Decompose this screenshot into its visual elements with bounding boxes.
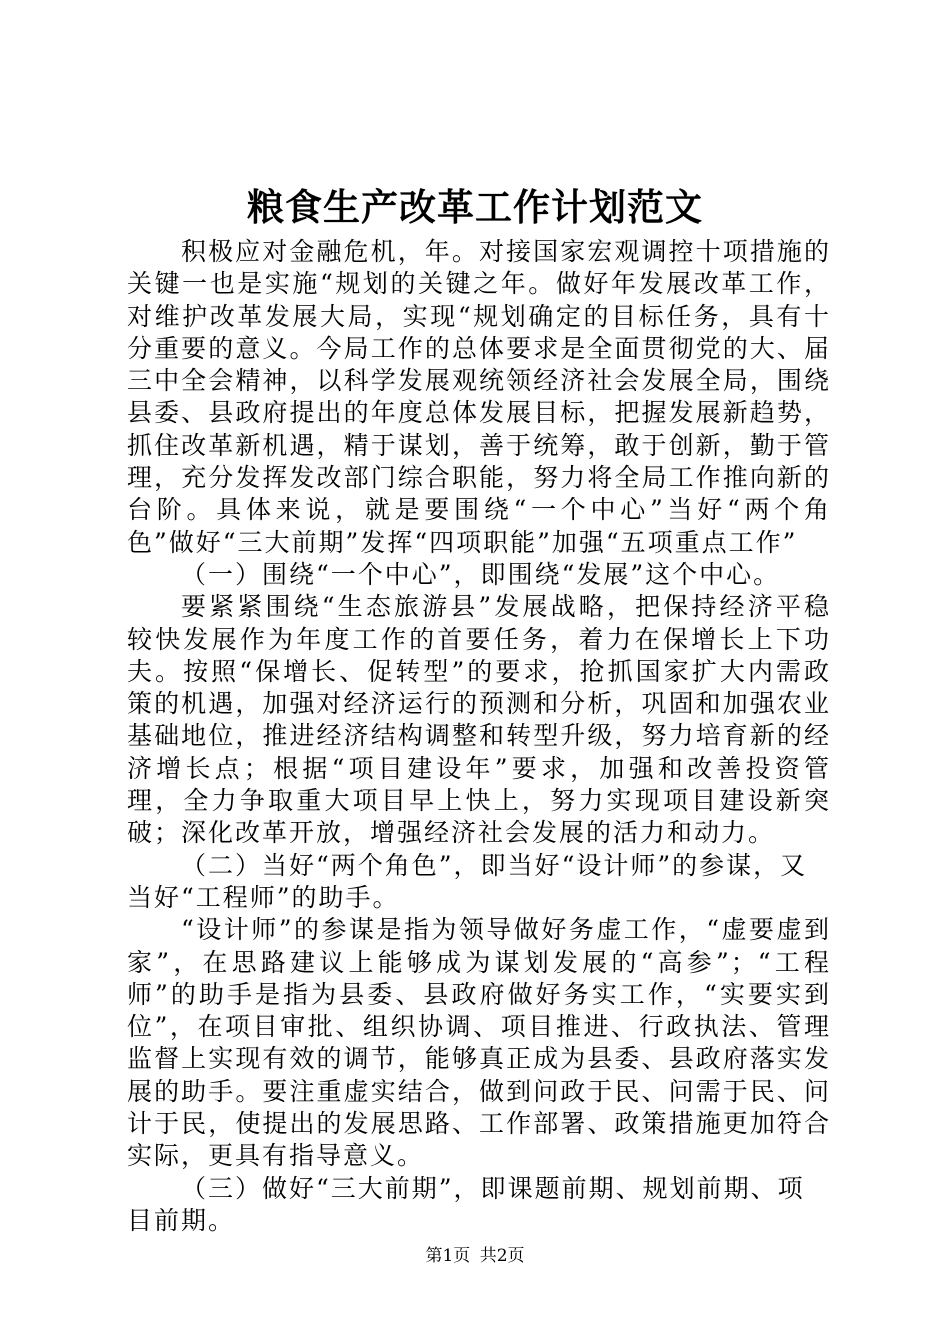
page-total: 共2页	[479, 1246, 525, 1266]
document-title: 粮食生产改革工作计划范文	[247, 185, 703, 229]
document-body	[127, 236, 831, 1237]
page-footer	[0, 1244, 950, 1268]
section-heading-1: （一）围绕“一个中心”，即围绕“发展”这个中心。	[181, 559, 781, 589]
paragraph-intro: 积极应对金融危机，年。对接国家宏观调控十项措施的关键一也是实施“规划的关键之年。做好年发展改革工作，对维护改革发展大局，实现“规划确定的目标任务，具有十分重要的意义。今局工作的总体要求是全面贯彻党的大、届三中全会精神，以科学发展观统领经济社会发展全局，围绕县委、县政府提出的年度总体发展目标，把握发展新趋势，抓住改革新机遇，精于谋划，善于统筹，敢于创新，勤于管理，充分发挥发改部门综合职能，努力将全局工作推向新的台阶。具体来说，就是要围绕“一个中心”当好“两个角色”做好“三大前期”发挥“四项职能”加强“五项重点工作”	[127, 237, 831, 557]
page-number: 第1页	[425, 1246, 471, 1266]
paragraph-section-2: “设计师”的参谋是指为领导做好务虚工作，“虚要虚到家”，在思路建议上能够成为谋划发展的“高参”；“工程师”的助手是指为县委、县政府做好务实工作，“实要实到位”，在项目审批、组织协调、项目推进、行政执法、管理监督上实现有效的调节，能够真正成为县委、县政府落实发展的助手。要注重虚实结合，做到问政于民、问需于民、问计于民，使提出的发展思路、工作部署、政策措施更加符合实际，更具有指导意义。	[127, 915, 831, 1171]
paragraph-section-1: 要紧紧围绕“生态旅游县”发展战略，把保持经济平稳较快发展作为年度工作的首要任务，着力在保增长上下功夫。按照“保增长、促转型”的要求，抢抓国家扩大内需政策的机遇，加强对经济运行的预测和分析，巩固和加强农业基础地位，推进经济结构调整和转型升级，努力培育新的经济增长点；根据“项目建设年”要求，加强和改善投资管理，全力争取重大项目早上快上，努力实现项目建设新突破；深化改革开放，增强经济社会发展的活力和动力。	[127, 592, 831, 848]
section-heading-2: （二）当好“两个角色”，即当好“设计师”的参谋，又当好“工程师”的助手。	[127, 850, 808, 912]
section-heading-3: （三）做好“三大前期”，即课题前期、规划前期、项目前期。	[127, 1173, 805, 1235]
